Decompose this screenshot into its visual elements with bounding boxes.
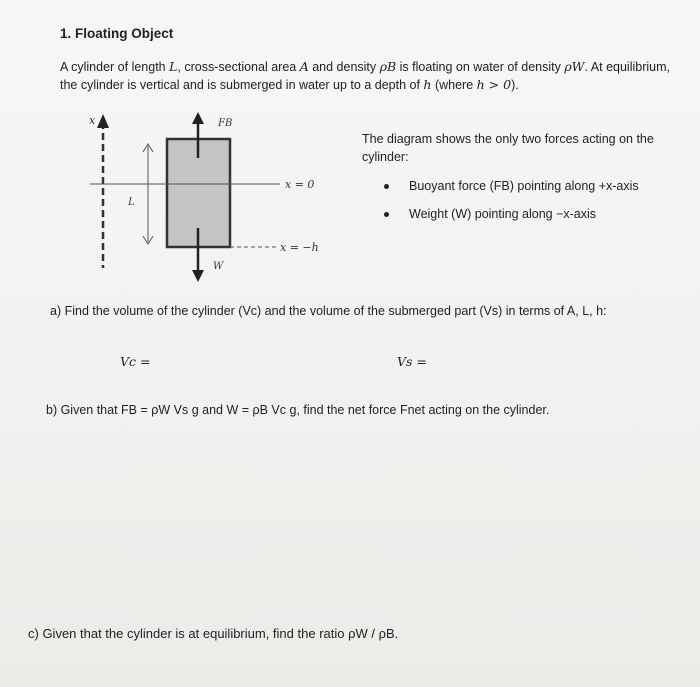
bullet-weight: [384, 207, 596, 221]
xh-label: x = −h: [280, 241, 319, 254]
weight-label: W: [213, 261, 224, 272]
bullet-dot-icon: [384, 212, 389, 217]
intro-text-2: , cross-sectional area: [177, 60, 300, 74]
x-axis-arrow-icon: [97, 114, 109, 128]
intro-text-7: ).: [511, 78, 519, 92]
weight-arrow-icon: [192, 270, 204, 282]
intro-var-rhoB: ρB: [379, 59, 397, 74]
intro-text-5: . At equilibrium, the cylinder is vertical and is submerged in water up to a depth of: [60, 60, 670, 92]
intro-text-3: and density: [308, 60, 380, 74]
answer-vc-label: Vc =: [120, 354, 151, 369]
question-a: a) Find the volume of the cylinder (Vc) and the volume of the submerged part (Vs) in terms of A, L, h:: [50, 304, 607, 318]
bullet-dot-icon: [384, 184, 389, 189]
intro-var-h: h: [423, 77, 432, 92]
x0-label: x = 0: [285, 178, 315, 191]
question-c: c) Given that the cylinder is at equilibrium, find the ratio ρW / ρB.: [28, 626, 399, 641]
diagram-description: The diagram shows the only two forces acting on the cylinder:: [362, 132, 654, 164]
buoyant-arrow-icon: [192, 112, 204, 124]
question-b: b) Given that FB = ρW Vs g and W = ρB Vc g, find the net force Fnet acting on the cylinder.: [46, 403, 550, 417]
x-axis-label: x: [89, 114, 96, 127]
answer-vs-label: Vs =: [397, 354, 427, 369]
bullet-buoyant-text: Buoyant force (FB) pointing along +x-axis: [409, 179, 639, 193]
problem-intro: [60, 58, 685, 94]
intro-text-6: (where: [431, 78, 477, 92]
intro-var-L: L: [169, 59, 178, 74]
buoyant-label: FB: [218, 118, 233, 129]
intro-text-1: A cylinder of length: [60, 60, 170, 74]
intro-condition: h > 0: [476, 77, 512, 92]
bullet-buoyant: [384, 179, 639, 193]
intro-var-A: A: [299, 59, 309, 74]
length-label: L: [128, 197, 135, 208]
bullet-weight-text: Weight (W) pointing along −x-axis: [409, 207, 597, 221]
intro-var-rhoW: ρW: [564, 59, 585, 74]
intro-text-4: is floating on water of density: [396, 60, 565, 74]
cylinder-diagram: [80, 108, 350, 288]
problem-title: 1. Floating Object: [60, 26, 174, 41]
